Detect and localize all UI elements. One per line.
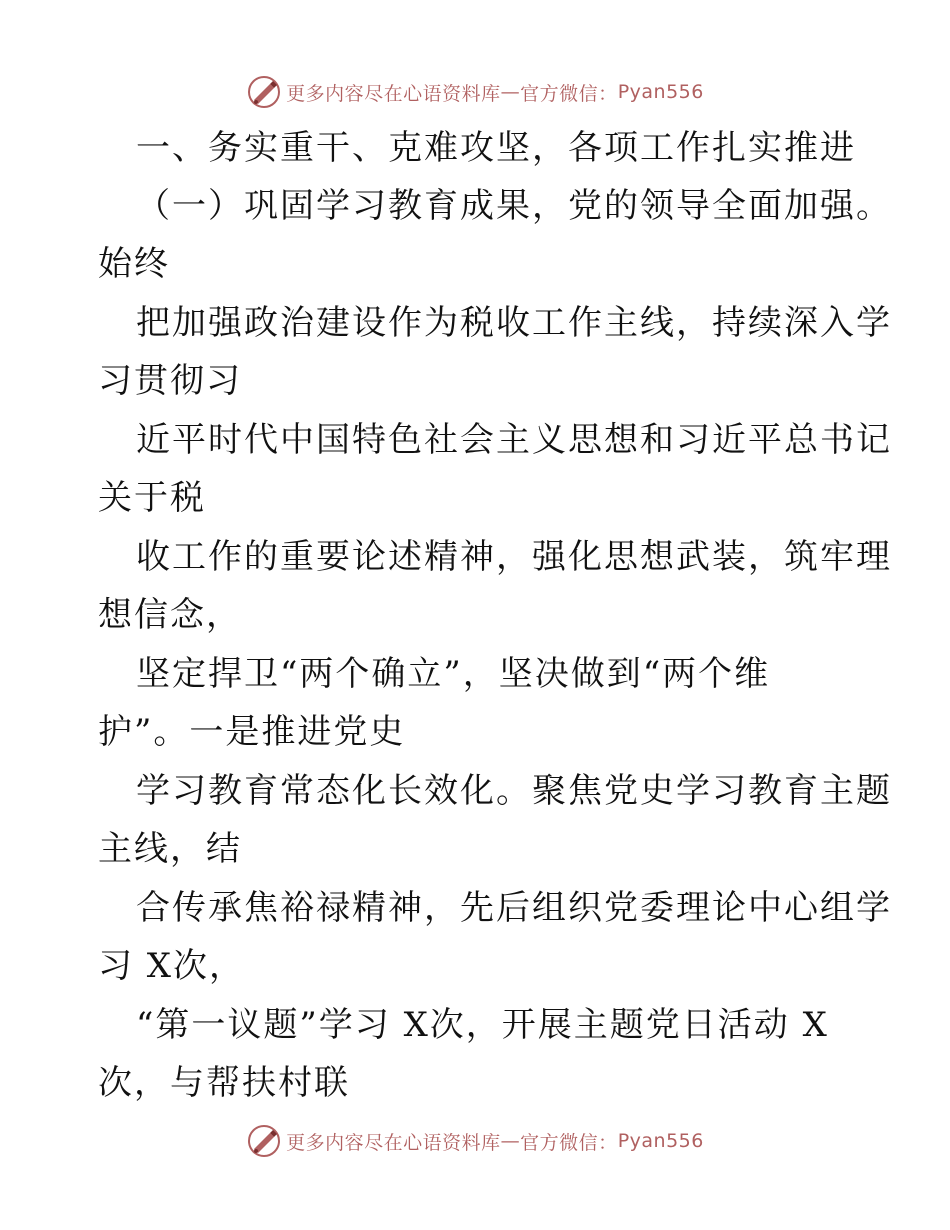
paragraph-line: 近平时代中国特色社会主义思想和习近平总书记 xyxy=(136,420,892,460)
paragraph-line: 学习教育常态化长效化。聚焦党史学习教育主题 xyxy=(136,771,892,811)
paragraph-line: 护”。一是推进党史 xyxy=(98,712,406,752)
banner-wechat-id: Pyan556 xyxy=(617,81,704,103)
paragraph-line: 习贯彻习 xyxy=(98,361,242,401)
paragraph-line: 想信念， xyxy=(98,595,242,635)
banner-text: 更多内容尽在心语资料库 xyxy=(286,1131,501,1154)
paragraph-line: 主线，结 xyxy=(98,829,242,869)
banner-wechat-label: 官方微信： xyxy=(520,1131,618,1154)
paragraph-line: 坚定捍卫“两个确立”，坚决做到“两个维 xyxy=(136,654,771,694)
banner-text: 更多内容尽在心语资料库 xyxy=(286,82,501,105)
paragraph-line: 关于税 xyxy=(98,478,206,518)
footer-watermark-banner xyxy=(0,1121,950,1161)
paragraph-line: 始终 xyxy=(98,244,170,284)
paragraph-line: “第一议题”学习 X次，开展主题党日活动 X xyxy=(136,1005,829,1045)
paragraph-line: 把加强政治建设作为税收工作主线，持续深入学 xyxy=(136,303,892,343)
paragraph-line: 合传承焦裕禄精神，先后组织党委理论中心组学 xyxy=(136,888,892,928)
paragraph-line: 习 X次， xyxy=(98,946,246,986)
banner-wechat-label: 官方微信： xyxy=(520,82,618,105)
banner-wechat-id: Pyan556 xyxy=(617,1130,704,1152)
header-watermark-banner xyxy=(0,72,950,112)
pen-logo-icon xyxy=(246,74,282,110)
banner-separator: — xyxy=(500,81,521,103)
section-heading: 一、务实重干、克难攻坚，各项工作扎实推进 xyxy=(136,128,856,168)
paragraph-line: 收工作的重要论述精神，强化思想武装，筑牢理 xyxy=(136,537,892,577)
pen-logo-icon xyxy=(246,1123,282,1159)
banner-separator: — xyxy=(500,1130,521,1152)
paragraph-line: 次，与帮扶村联 xyxy=(98,1063,350,1103)
subsection-heading: （一）巩固学习教育成果，党的领导全面加强。 xyxy=(136,186,892,226)
